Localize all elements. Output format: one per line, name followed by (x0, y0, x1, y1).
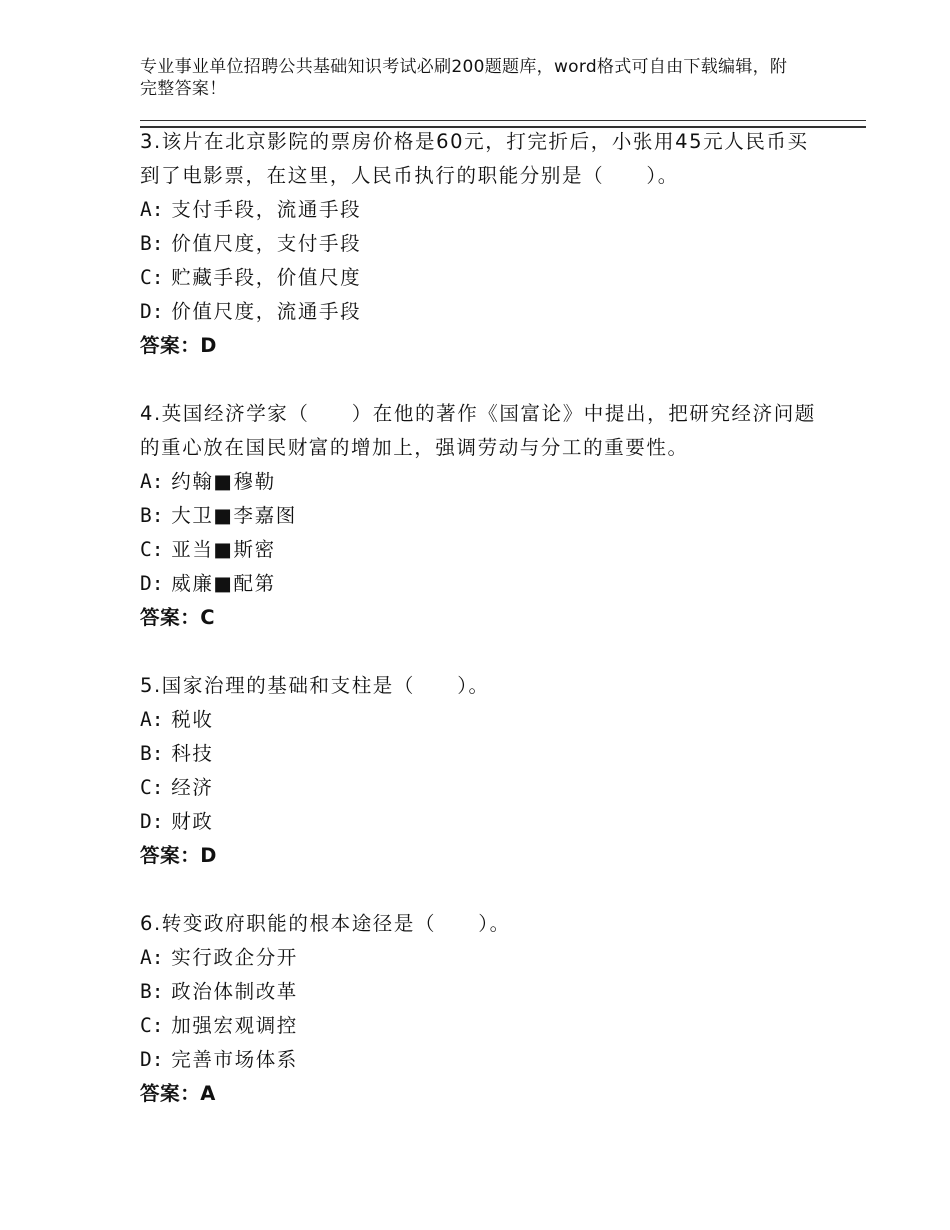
question-3 (140, 125, 820, 363)
option-letter: B: (140, 980, 164, 1003)
option-text: 加强宏观调控 (171, 1014, 298, 1037)
option-letter: C: (140, 538, 164, 561)
option-d (140, 295, 820, 329)
option-c (140, 533, 820, 567)
option-text: 威廉■配第 (171, 572, 276, 595)
option-letter: A: (140, 198, 164, 221)
option-text: 财政 (171, 810, 214, 833)
option-letter: D: (140, 300, 164, 323)
option-letter: B: (140, 742, 164, 765)
option-letter: D: (140, 572, 164, 595)
option-text: 价值尺度，支付手段 (171, 232, 362, 255)
option-text: 经济 (171, 776, 214, 799)
option-c (140, 261, 820, 295)
option-text: 大卫■李嘉图 (171, 504, 297, 527)
option-b (140, 737, 820, 771)
option-letter: C: (140, 776, 164, 799)
option-letter: A: (140, 946, 164, 969)
option-text: 约翰■穆勒 (171, 470, 276, 493)
option-text: 价值尺度，流通手段 (171, 300, 362, 323)
option-text: 支付手段，流通手段 (171, 198, 362, 221)
option-letter: C: (140, 266, 164, 289)
option-text: 政治体制改革 (171, 980, 298, 1003)
option-c (140, 771, 820, 805)
option-letter: A: (140, 470, 164, 493)
question-text: 3.该片在北京影院的票房价格是60元，打完折后，小张用45元人民币买到了电影票，在这里，人民币执行的职能分别是（ ）。 (140, 130, 809, 187)
answer-line: 答案：C (140, 606, 216, 629)
answer-line: 答案：D (140, 844, 218, 867)
option-d (140, 1043, 820, 1077)
option-b (140, 499, 820, 533)
option-a (140, 703, 820, 737)
option-letter: C: (140, 1014, 164, 1037)
option-a (140, 941, 820, 975)
option-text: 贮藏手段，价值尺度 (171, 266, 362, 289)
option-letter: D: (140, 810, 164, 833)
option-letter: D: (140, 1048, 164, 1071)
question-list (140, 125, 820, 1145)
option-d (140, 805, 820, 839)
option-letter: B: (140, 504, 164, 527)
option-text: 亚当■斯密 (171, 538, 276, 561)
question-text: 5.国家治理的基础和支柱是（ ）。 (140, 674, 490, 697)
question-text: 4.英国经济学家（ ）在他的著作《国富论》中提出，把研究经济问题的重心放在国民财富的增加上，强调劳动与分工的重要性。 (140, 402, 816, 459)
question-4 (140, 397, 820, 635)
page-header: 专业事业单位招聘公共基础知识考试必刷200题题库，word格式可自由下载编辑，附完整答案！ (140, 57, 788, 99)
option-b (140, 227, 820, 261)
option-a (140, 193, 820, 227)
option-letter: B: (140, 232, 164, 255)
option-text: 科技 (171, 742, 214, 765)
option-text: 完善市场体系 (171, 1048, 298, 1071)
option-d (140, 567, 820, 601)
option-b (140, 975, 820, 1009)
answer-line: 答案：D (140, 334, 218, 357)
question-text: 6.转变政府职能的根本途径是（ ）。 (140, 912, 511, 935)
question-5 (140, 669, 820, 873)
option-a (140, 465, 820, 499)
option-text: 实行政企分开 (171, 946, 298, 969)
answer-line: 答案：A (140, 1082, 216, 1105)
option-letter: A: (140, 708, 164, 731)
question-6 (140, 907, 820, 1111)
option-c (140, 1009, 820, 1043)
option-text: 税收 (171, 708, 214, 731)
